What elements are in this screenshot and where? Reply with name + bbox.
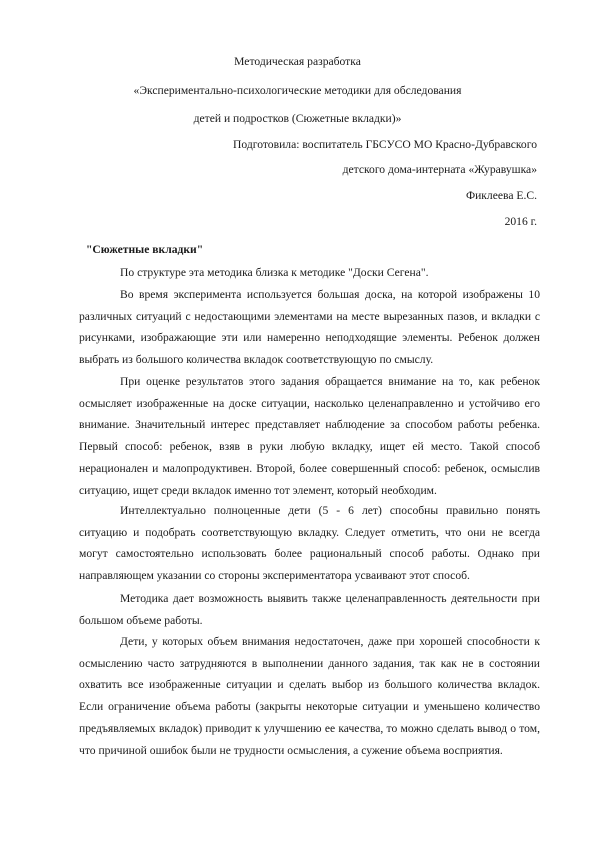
paragraph-1: По структуре эта методика близка к методике "Доски Сегена".	[120, 266, 429, 279]
author-name: Фиклеева Е.С.	[465, 189, 537, 202]
paragraph-2: Во время эксперимента используется большая доска, на которой изображены 10 различных ситуаций с недостающими элементами на месте вырезанных пазов, и вкладки с рисунками, изображающие эти или намеренно неподходящие элементы. Ребенок должен выбрать из большого количества вкладок соответствующую по смыслу.	[79, 288, 540, 367]
paragraph-4: Интеллектуально полноценные дети (5 - 6 лет) способны правильно понять ситуацию и подобрать соответствующую вкладку. Следует отметить, что они не всегда могут самостоятельно использовать более рациональный способ работы. Однако при направляющем указании со стороны экспериментатора усваивают этот способ.	[79, 504, 540, 583]
author-line-2: детского дома-интерната «Журавушка»	[342, 163, 537, 176]
doc-subtitle-line-2: детей и подростков (Сюжетные вкладки)»	[193, 112, 402, 125]
doc-title: Методическая разработка	[234, 55, 361, 68]
paragraph-3: При оценке результатов этого задания обращается внимание на то, как ребенок осмысляет изображенные на доске ситуации, насколько целенаправленно и устойчиво его внимание. Значительный интерес представляет наблюдение за способом работы ребенка. Первый способ: ребенок, взяв в руки любую вкладку, ищет ей место. Такой способ нерационален и малопродуктивен. Второй, более совершенный способ: ребенок, осмыслив ситуацию, ищет среди вкладок именно тот элемент, который необходим.	[79, 375, 540, 497]
section-title: "Сюжетные вкладки"	[86, 243, 204, 256]
paragraph-5: Методика дает возможность выявить также целенаправленность деятельности при большом объеме работы.	[79, 592, 540, 627]
author-line-1: Подготовила: воспитатель ГБСУСО МО Красно-Дубравского	[233, 138, 537, 151]
paragraph-6: Дети, у которых объем внимания недостаточен, даже при хорошей способности к осмыслению часто затрудняются в выполнении данного задания, так как не в состоянии охватить все изображенные ситуации и сделать выбор из большого количества вкладок. Если ограничение объема работы (закрыты некоторые ситуации и уменьшено количество предъявляемых вкладок) приводит к улучшению ее качества, то можно сделать вывод о том, что причиной ошибок были не трудности осмысления, а сужение объема восприятия.	[79, 635, 540, 757]
doc-subtitle-line-1: «Экспериментально-психологические методики для обследования	[133, 84, 462, 97]
year: 2016 г.	[504, 215, 537, 228]
